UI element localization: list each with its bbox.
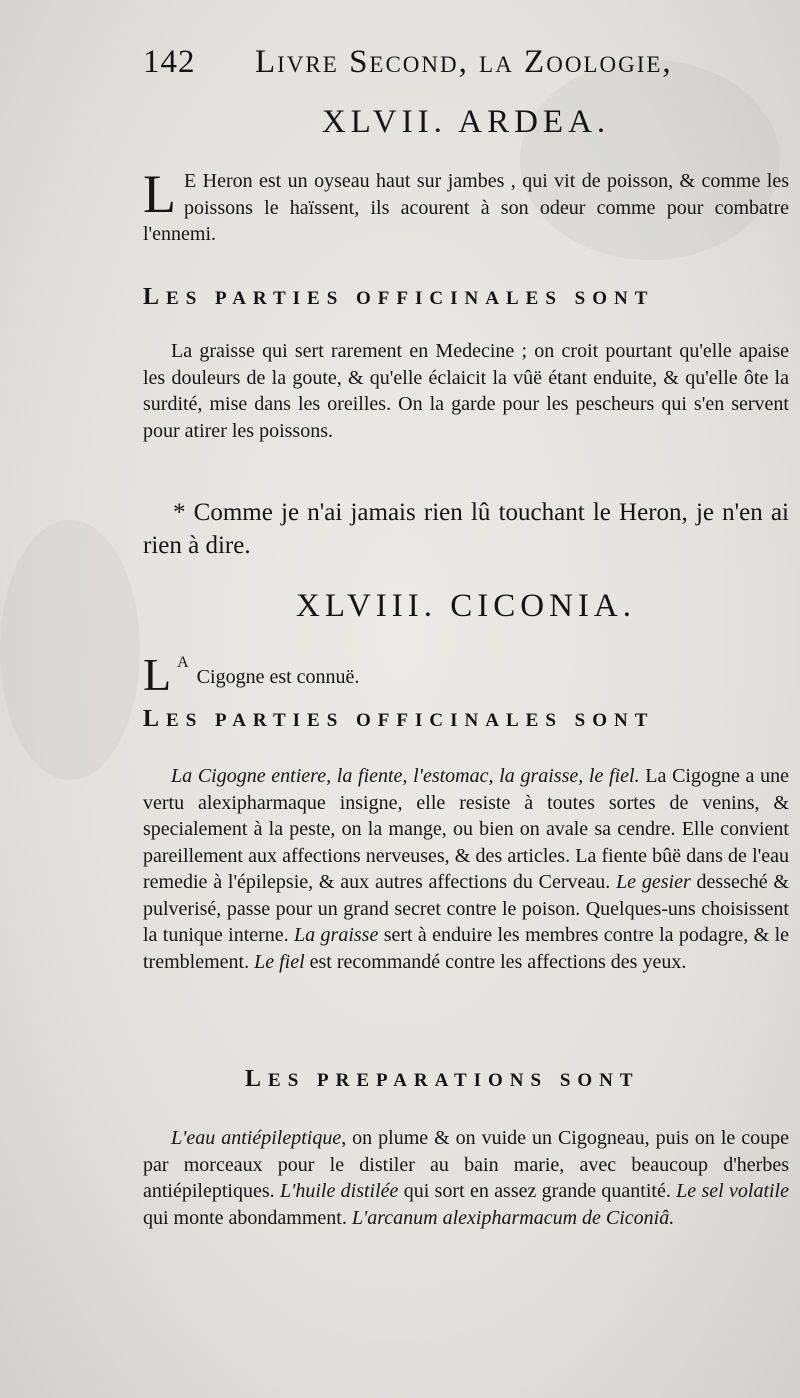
term-eau-antiepileptique: L'eau antiépileptique — [171, 1127, 342, 1149]
term-gesier: Le gesier — [616, 871, 691, 893]
intro-text: Cigogne est connuë. — [196, 666, 360, 688]
paper-stain — [0, 520, 140, 780]
body-text: desseché & pulverisé, passe pour un grand secret contre le poison. Quelques-uns choisissent la tunique interne. — [143, 871, 789, 946]
intro-paragraph-cigogne — [143, 649, 789, 700]
subheading-initial: L — [143, 284, 167, 310]
page-number: 142 — [143, 44, 196, 80]
paragraph-preparations — [143, 1125, 789, 1231]
subheading-initial: L — [245, 1066, 269, 1092]
running-header — [143, 40, 789, 86]
parts-list: La Cigogne entiere, la fiente, l'estomac, la graisse, le fiel. — [171, 765, 640, 787]
body-text: sert à enduire les membres contre la podagre, & le tremblement. — [143, 924, 790, 973]
subheading-text: ES PARTIES OFFICINALES SONT — [166, 710, 655, 731]
term-huile-distilee: L'huile distilée — [279, 1180, 399, 1202]
drop-cap: L — [143, 649, 172, 700]
drop-cap-superscript: A — [177, 654, 189, 671]
body-text: est recommandé contre les affections des yeux. — [304, 950, 687, 973]
subheading-preparations — [245, 1066, 765, 1093]
body-text: La Cigogne a une vertu alexipharmaque insigne, elle resiste à toutes sortes de venins, & specialement à la peste, on la mange, ou bien on avale sa cendre. Elle convient pareillement aux affections nerveuses, & des articles. La fiente bûë dans de l'eau remedie à l'épilepsie, & aux autres affections du Cerveau. — [143, 765, 790, 893]
subheading-text: ES PREPARATIONS SONT — [268, 1070, 640, 1091]
term-sel-volatile: Le sel volatile — [676, 1180, 789, 1202]
subheading-text: ES PARTIES OFFICINALES SONT — [166, 288, 655, 309]
note-heron: * Comme je n'ai jamais rien lû touchant le Heron, je n'en ai rien à dire. — [143, 499, 789, 559]
paragraph-graisse-heron: La graisse qui sert rarement en Medecine ; on croit pourtant qu'elle apaise les douleurs de la goute, & qu'elle éclaicit la vûë étant enduite, & qu'elle ôte la surdité, mise dans les oreilles. On la garde pour les pescheurs qui s'en servent pour atirer les poissons. — [143, 340, 789, 442]
body-text: qui monte abondamment. — [143, 1206, 352, 1229]
subheading-parties-officinales — [143, 706, 789, 733]
term-fiel: Le fiel — [254, 950, 305, 973]
body-text: qui sort en assez grande quantité. — [398, 1180, 677, 1202]
running-title: Livre Second, la Zoologie, — [255, 44, 673, 80]
section-heading-ciconia: XLVIII. CICONIA. — [295, 588, 636, 624]
drop-cap: L — [143, 164, 176, 224]
paragraph-cigogne-parts — [143, 763, 789, 975]
subheading-parties-officinales — [143, 284, 789, 311]
subheading-initial: L — [143, 706, 167, 732]
intro-text: E Heron est un oyseau haut sur jambes , qui vit de poisson, & comme les poissons le haïssent, ils acourent à son odeur comme pour combatre l'ennemi. — [143, 170, 789, 245]
term-graisse: La graisse — [294, 924, 379, 946]
term-arcanum: L'arcanum alexipharmacum de Ciconiâ. — [351, 1206, 675, 1229]
section-heading-ardea: XLVII. ARDEA. — [321, 104, 611, 140]
intro-paragraph-heron — [143, 164, 789, 248]
body-text: , on plume & on vuide un Cigogneau, puis on le coupe par morceaux pour le distiler au bain marie, avec beaucoup d'herbes antiépileptiques. — [143, 1127, 789, 1202]
